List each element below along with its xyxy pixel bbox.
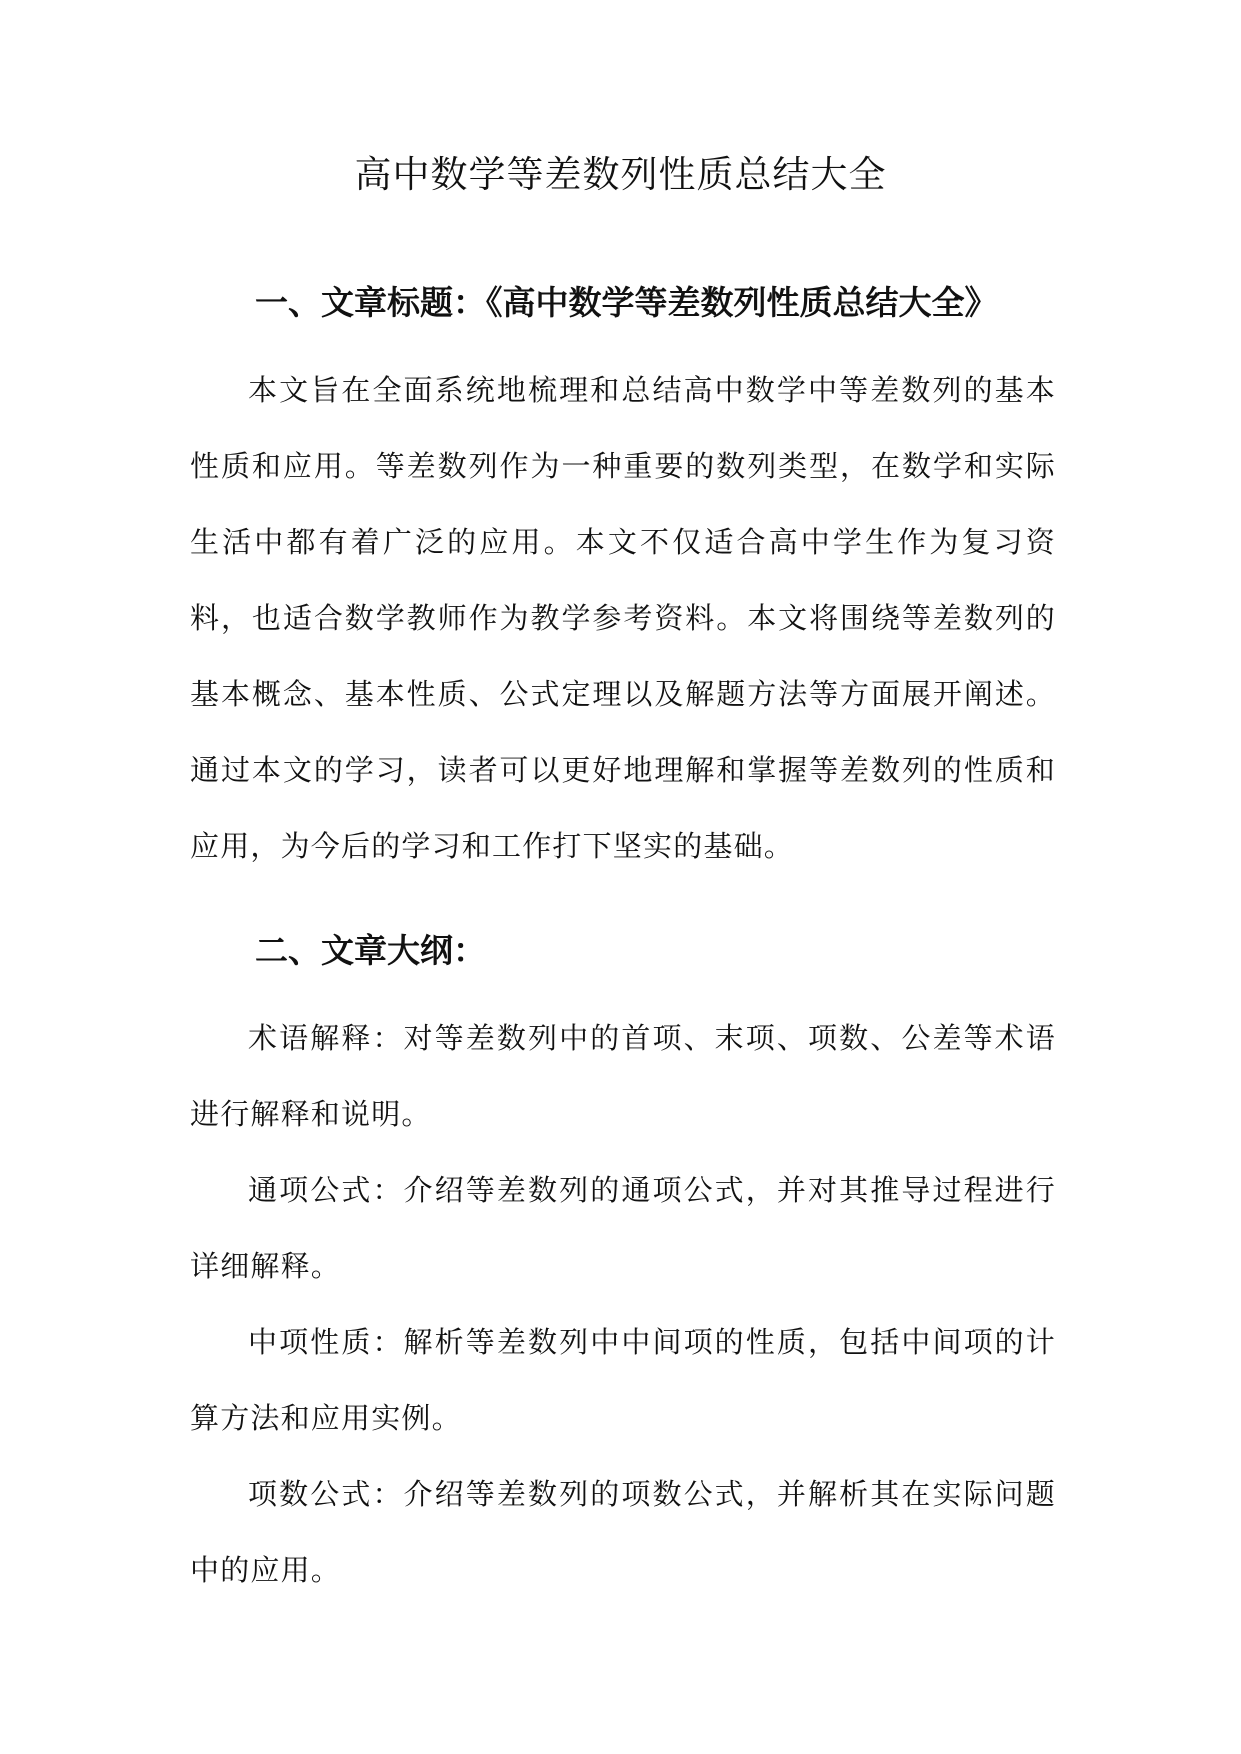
outline-item-middle-term-property: 中项性质：解析等差数列中中间项的性质，包括中间项的计算方法和应用实例。 xyxy=(190,1325,1056,1435)
document-title: 高中数学等差数列性质总结大全 xyxy=(354,153,887,196)
intro-paragraph: 本文旨在全面系统地梳理和总结高中数学中等差数列的基本性质和应用。等差数列作为一种重要的数列类型，在数学和实际生活中都有着广泛的应用。本文不仅适合高中学生作为复习资料，也适合数学教师作为教学参考资料。本文将围绕等差数列的基本概念、基本性质、公式定理以及解题方法等方面展开阐述。通过本文的学习，读者可以更好地理解和掌握等差数列的性质和应用，为今后的学习和工作打下坚实的基础。 xyxy=(190,373,1056,863)
outline-item-general-term-formula: 通项公式：介绍等差数列的通项公式，并对其推导过程进行详细解释。 xyxy=(190,1173,1056,1283)
section-heading-outline: 二、文章大纲： xyxy=(255,931,486,970)
section-heading-article-title: 一、文章标题：《高中数学等差数列性质总结大全》 xyxy=(255,283,998,322)
outline-item-term-count-formula: 项数公式：介绍等差数列的项数公式，并解析其在实际问题中的应用。 xyxy=(190,1477,1056,1587)
outline-item-terminology: 术语解释：对等差数列中的首项、末项、项数、公差等术语进行解释和说明。 xyxy=(190,1021,1056,1131)
